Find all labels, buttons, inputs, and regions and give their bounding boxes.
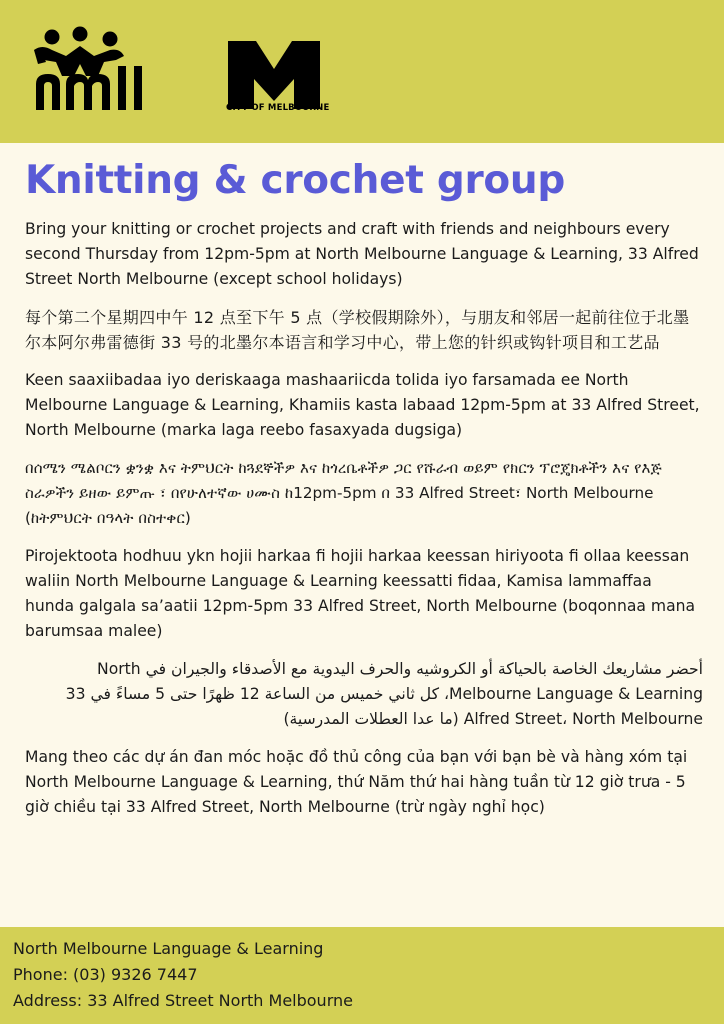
paragraph-somali: Keen saaxiibadaa iyo deriskaaga mashaariicda tolida iyo farsamada ee North Melbourne Language & Learning, Khamiis kasta labaad 12pm-5pm at 33 Alfred Street, North Melbourne (marka laga reebo fasaxyada dugsiga): [25, 371, 700, 439]
paragraph-arabic: أحضر مشاريعك الخاصة بالحياكة أو الكروشيه والحرف اليدوية مع الأصدقاء والجيران في North Melbourne Language & Learning، كل ثاني خميس من الساعة 12 ظهرًا حتى 5 مساءً في 33 Alfred Street، North Melbourne (ما عدا العطلات المدرسية): [65, 660, 703, 728]
content: [25, 217, 703, 833]
footer-org-name: North Melbourne Language & Learning: [13, 939, 324, 958]
city-of-melbourne-wordmark: CITY OF MELBOURNE: [226, 103, 330, 113]
footer-band: [0, 927, 724, 1024]
nmll-logo: [30, 26, 180, 112]
paragraph-chinese: 每个第二个星期四中午 12 点至下午 5 点（学校假期除外），与朋友和邻居一起前往位于北墨尔本阿尔弗雷德街 33 号的北墨尔本语言和学习中心，带上您的针织或钩针项目和工艺品: [25, 308, 690, 352]
paragraph-english: Bring your knitting or crochet projects and craft with friends and neighbours every second Thursday from 12pm-5pm at North Melbourne Language & Learning, 33 Alfred Street North Melbourne (except school holidays): [25, 220, 699, 288]
page-title: Knitting & crochet group: [25, 158, 565, 203]
paragraph-vietnamese: Mang theo các dự án đan móc hoặc đồ thủ công của bạn với bạn bè và hàng xóm tại North Melbourne Language & Learning, thứ Năm thứ hai hàng tuần từ 12 giờ trưa - 5 giờ chiều tại 33 Alfred Street, North Melbourne (trừ ngày nghỉ học): [25, 748, 688, 816]
paragraph-amharic: በሰሜን ሜልቦርን ቋንቋ እና ትምህርት ከጓደኞችዎ እና ከጎረቤቶችዎ ጋር የሹራብ ወይም የክርን ፕሮጄክቶችን እና የእጅ ስራዎችን ይዘው ይምጡ ፣ በየሁለተኛው ሀሙስ ከ12pm-5pm በ 33 Alfred Street፣ North Melbourne (ከትምህርት በዓላት በስተቀር): [25, 459, 662, 527]
paragraph-oromo: Pirojektoota hodhuu ykn hojii harkaa fi hojii harkaa keessan hiriyoota fi ollaa keessan waliin North Melbourne Language & Learning keessatti fidaa, Kamisa lammaffaa hunda galgala sa’aatii 12pm-5pm 33 Alfred Street, North Melbourne (boqonnaa mana barumsaa malee): [25, 547, 696, 640]
footer-address: Address: 33 Alfred Street North Melbourne: [13, 991, 353, 1010]
footer-phone: Phone: (03) 9326 7447: [13, 965, 198, 984]
header-band: [0, 0, 724, 143]
